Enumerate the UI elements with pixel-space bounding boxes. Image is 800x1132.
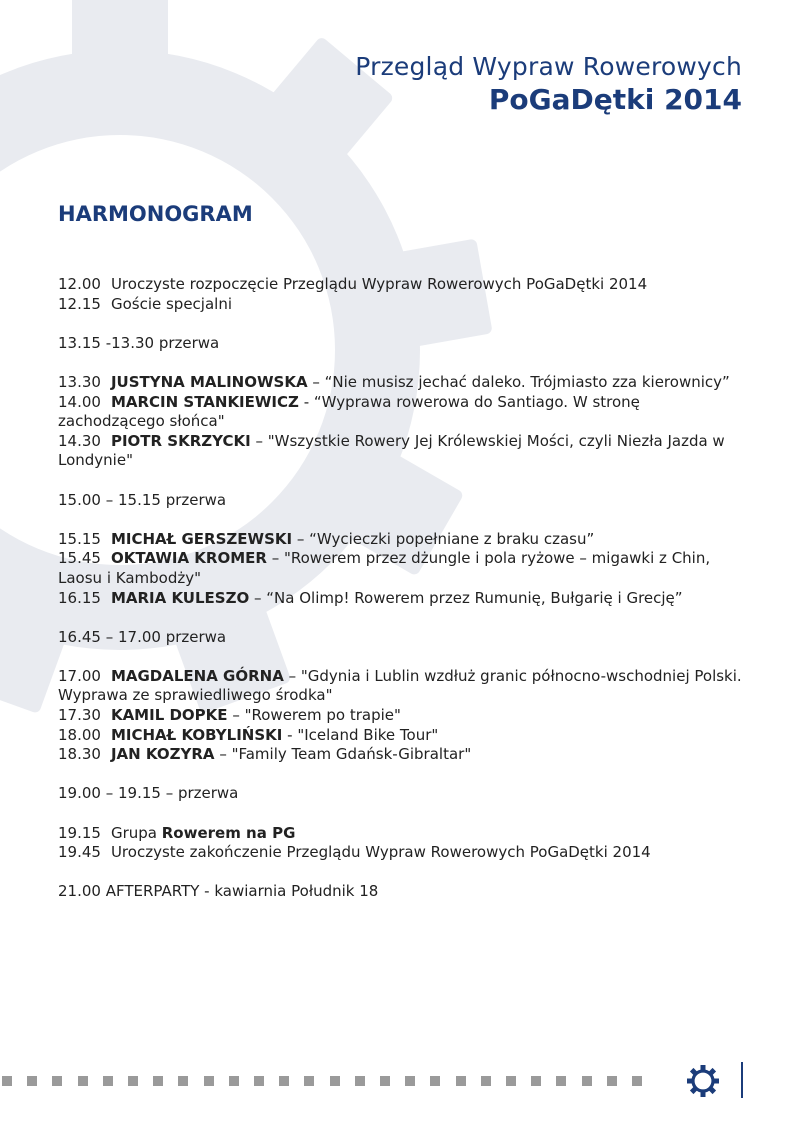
spacer — [58, 647, 748, 667]
schedule-text: – "Family Team Gdańsk-Gibraltar" — [219, 745, 472, 764]
footer-square — [178, 1076, 188, 1086]
schedule-item — [58, 373, 748, 393]
footer-square — [52, 1076, 62, 1086]
schedule-text: – “Wycieczki popełniane z braku czasu” — [296, 529, 595, 548]
schedule-item — [58, 706, 748, 726]
spacer — [58, 863, 748, 883]
schedule-time: 14.00 — [58, 392, 101, 411]
footer-square — [506, 1076, 516, 1086]
footer-square — [632, 1076, 642, 1086]
schedule-time: 13.30 — [58, 372, 101, 391]
speaker-name: OKTAWIA KROMER — [110, 549, 267, 568]
footer-square — [279, 1076, 289, 1086]
schedule-text: 15.00 – 15.15 przerwa — [58, 490, 227, 509]
schedule-text: Goście specjalni — [110, 294, 232, 313]
section-heading: HARMONOGRAM — [58, 202, 253, 226]
schedule-item — [58, 824, 748, 844]
schedule-time: 15.15 — [58, 529, 101, 548]
schedule-item — [58, 530, 748, 550]
footer-square — [456, 1076, 466, 1086]
schedule-text: Grupa — [110, 823, 157, 842]
schedule-time: 16.15 — [58, 588, 101, 607]
spacer — [58, 353, 748, 373]
schedule-item — [58, 334, 748, 354]
schedule-text: – "Rowerem po trapie" — [232, 706, 401, 725]
schedule-text: - "Iceland Bike Tour" — [287, 725, 439, 744]
schedule-text: Uroczyste zakończenie Przeglądu Wypraw Rowerowych PoGaDętki 2014 — [110, 843, 651, 862]
footer-square — [355, 1076, 365, 1086]
schedule-text: – "Gdynia i Lublin wzdłuż granic północno-wschodniej Polski. Wyprawa ze sprawiedliwego środka" — [58, 666, 742, 705]
schedule-text: 13.15 -13.30 przerwa — [58, 333, 220, 352]
schedule-item — [58, 393, 748, 432]
schedule-text: 16.45 – 17.00 przerwa — [58, 627, 227, 646]
schedule-time: 12.15 — [58, 294, 101, 313]
footer-square — [128, 1076, 138, 1086]
spacer — [58, 510, 748, 530]
speaker-name: KAMIL DOPKE — [110, 706, 228, 725]
footer-square — [430, 1076, 440, 1086]
schedule-item — [58, 726, 748, 746]
schedule-text: - “Wyprawa rowerowa do Santiago. W stronę zachodzącego słońca" — [58, 392, 640, 431]
footer-square — [204, 1076, 214, 1086]
event-subtitle: Przegląd Wypraw Rowerowych — [355, 52, 742, 81]
footer-square — [481, 1076, 491, 1086]
schedule-list — [58, 275, 748, 902]
footer-square — [531, 1076, 541, 1086]
schedule-text: Uroczyste rozpoczęcie Przeglądu Wypraw Rowerowych PoGaDętki 2014 — [110, 275, 648, 293]
footer-square — [582, 1076, 592, 1086]
schedule-text: – “Nie musisz jechać daleko. Trójmiasto zza kierownicy” — [312, 372, 730, 391]
speaker-name: MARIA KULESZO — [110, 588, 250, 607]
footer-square — [78, 1076, 88, 1086]
schedule-text: 19.00 – 19.15 – przerwa — [58, 784, 239, 803]
speaker-name: MAGDALENA GÓRNA — [110, 666, 284, 685]
gear-icon — [686, 1064, 720, 1098]
footer-square — [556, 1076, 566, 1086]
footer-square — [380, 1076, 390, 1086]
schedule-item — [58, 432, 748, 471]
page-header — [355, 52, 742, 116]
schedule-item — [58, 589, 748, 609]
footer-square — [27, 1076, 37, 1086]
footer-square — [405, 1076, 415, 1086]
speaker-name: JAN KOZYRA — [110, 745, 215, 764]
schedule-item — [58, 491, 748, 511]
schedule-text: – "Rowerem przez dżungle i pola ryżowe – migawki z Chin, Laosu i Kambodży" — [58, 549, 711, 587]
speaker-name: JUSTYNA MALINOWSKA — [110, 372, 308, 391]
schedule-time: 18.00 — [58, 725, 101, 744]
schedule-time: 15.45 — [58, 549, 101, 568]
schedule-item — [58, 784, 748, 804]
footer-square — [330, 1076, 340, 1086]
speaker-name: MARCIN STANKIEWICZ — [110, 392, 299, 411]
schedule-text: – "Wszystkie Rowery Jej Królewskiej Mości, czyli Niezła Jazda w Londynie" — [58, 431, 725, 470]
spacer — [58, 471, 748, 491]
schedule-item — [58, 628, 748, 648]
schedule-item — [58, 667, 748, 706]
schedule-time: 19.15 — [58, 823, 101, 842]
schedule-time: 14.30 — [58, 431, 101, 450]
schedule-item — [58, 295, 748, 315]
spacer — [58, 804, 748, 824]
footer-square — [103, 1076, 113, 1086]
schedule-item — [58, 843, 748, 863]
event-title: PoGaDętki 2014 — [488, 83, 742, 116]
spacer — [58, 608, 748, 628]
schedule-item — [58, 275, 748, 295]
schedule-time: 19.45 — [58, 843, 101, 862]
speaker-name: MICHAŁ GERSZEWSKI — [110, 529, 293, 548]
schedule-text: – “Na Olimp! Rowerem przez Rumunię, Bułgarię i Grecję” — [254, 588, 683, 607]
schedule-time: 12.00 — [58, 275, 101, 293]
schedule-item — [58, 745, 748, 765]
footer-divider — [741, 1062, 743, 1098]
footer-square — [153, 1076, 163, 1086]
schedule-time: 18.30 — [58, 745, 101, 764]
spacer — [58, 314, 748, 334]
schedule-time: 17.30 — [58, 706, 101, 725]
schedule-time: 17.00 — [58, 666, 101, 685]
footer-square — [2, 1076, 12, 1086]
page-footer — [0, 1073, 800, 1113]
schedule-text: 21.00 AFTERPARTY - kawiarnia Południk 18 — [58, 882, 379, 901]
footer-square — [254, 1076, 264, 1086]
spacer — [58, 765, 748, 785]
footer-square — [304, 1076, 314, 1086]
speaker-name: MICHAŁ KOBYLIŃSKI — [110, 725, 283, 744]
group-name: Rowerem na PG — [161, 823, 296, 842]
schedule-item — [58, 882, 748, 902]
footer-square — [607, 1076, 617, 1086]
footer-square — [229, 1076, 239, 1086]
speaker-name: PIOTR SKRZYCKI — [110, 431, 251, 450]
schedule-item — [58, 549, 748, 588]
